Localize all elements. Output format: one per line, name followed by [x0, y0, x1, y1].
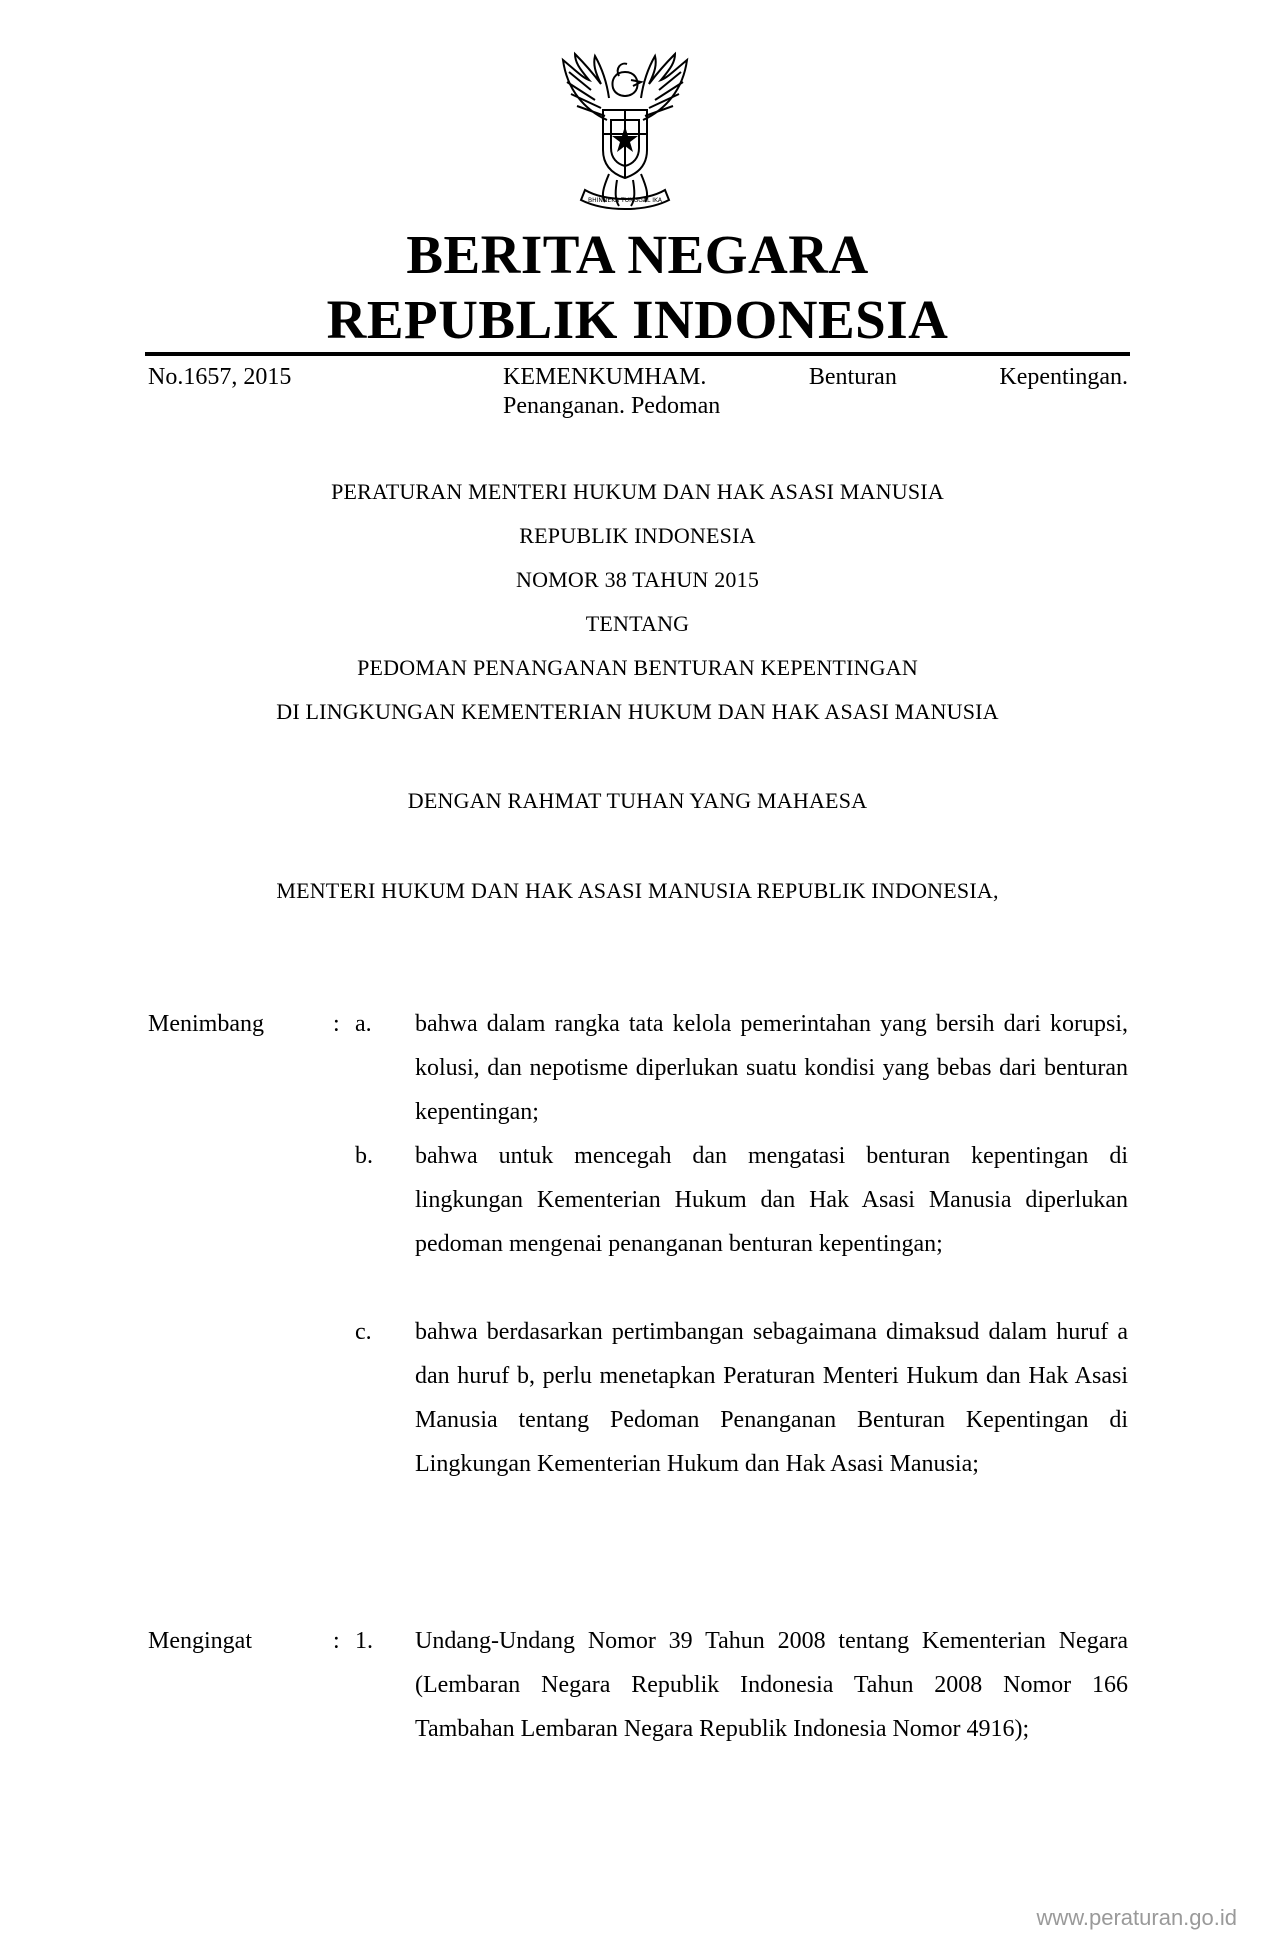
subject-word: Benturan	[808, 364, 897, 390]
mengingat-label: Mengingat	[148, 1628, 252, 1654]
consideration-clause: bahwa dalam rangka tata kelola pemerintahan yang bersih dari korupsi, kolusi, dan nepotisme diperlukan suatu kondisi yang bebas dari benturan kepentingan;	[415, 1011, 1128, 1125]
clause-marker: a.	[355, 1011, 372, 1037]
source-watermark: www.peraturan.go.id	[1036, 1905, 1237, 1930]
clause-marker: b.	[355, 1143, 373, 1169]
invocation: DENGAN RAHMAT TUHAN YANG MAHAESA	[407, 788, 868, 813]
subject-word: Kepentingan.	[999, 364, 1128, 390]
legal-basis-clause: Undang-Undang Nomor 39 Tahun 2008 tentang Kementerian Negara (Lembaran Negara Republik Indonesia Tahun 2008 Nomor 166 Tambahan Lembaran Negara Republik Indonesia Nomor 4916);	[415, 1628, 1128, 1742]
masthead-title: BERITA NEGARA	[406, 224, 869, 285]
regulation-about: TENTANG	[585, 611, 690, 636]
regulation-subject-line: DI LINGKUNGAN KEMENTERIAN HUKUM DAN HAK ASASI MANUSIA	[276, 699, 999, 724]
regulation-title-line: REPUBLIK INDONESIA	[519, 523, 756, 548]
regulation-number: NOMOR 38 TAHUN 2015	[515, 567, 760, 592]
clause-marker: c.	[355, 1319, 372, 1345]
masthead-subtitle: REPUBLIK INDONESIA	[326, 289, 949, 350]
gazette-subject-line1	[503, 363, 1128, 392]
gazette-subject	[503, 363, 1128, 421]
menimbang-colon: :	[333, 1011, 340, 1037]
emblem-motto: BHINNEKA TUNGGAL IKA	[588, 197, 662, 204]
mengingat-colon: :	[333, 1628, 340, 1654]
regulation-title-line: PERATURAN MENTERI HUKUM DAN HAK ASASI MANUSIA	[331, 479, 944, 504]
gazette-number: No.1657, 2015	[148, 364, 292, 390]
subject-word: KEMENKUMHAM.	[503, 364, 707, 390]
consideration-clause: bahwa berdasarkan pertimbangan sebagaimana dimaksud dalam huruf a dan huruf b, perlu menetapkan Peraturan Menteri Hukum dan Hak Asasi Manusia tentang Pedoman Penanganan Benturan Kepentingan di Lingkungan Kementerian Hukum dan Hak Asasi Manusia;	[415, 1319, 1128, 1477]
masthead-divider	[145, 352, 1130, 356]
garuda-emblem-icon	[545, 50, 705, 218]
clause-marker: 1.	[355, 1628, 373, 1654]
gazette-subject-line2: Penanganan. Pedoman	[503, 393, 721, 419]
consideration-clause: bahwa untuk mencegah dan mengatasi benturan kepentingan di lingkungan Kementerian Hukum dan Hak Asasi Manusia diperlukan pedoman mengenai penanganan benturan kepentingan;	[415, 1143, 1128, 1257]
enactor: MENTERI HUKUM DAN HAK ASASI MANUSIA REPUBLIK INDONESIA,	[276, 878, 999, 903]
regulation-subject-line: PEDOMAN PENANGANAN BENTURAN KEPENTINGAN	[357, 655, 918, 680]
menimbang-label: Menimbang	[148, 1011, 264, 1037]
